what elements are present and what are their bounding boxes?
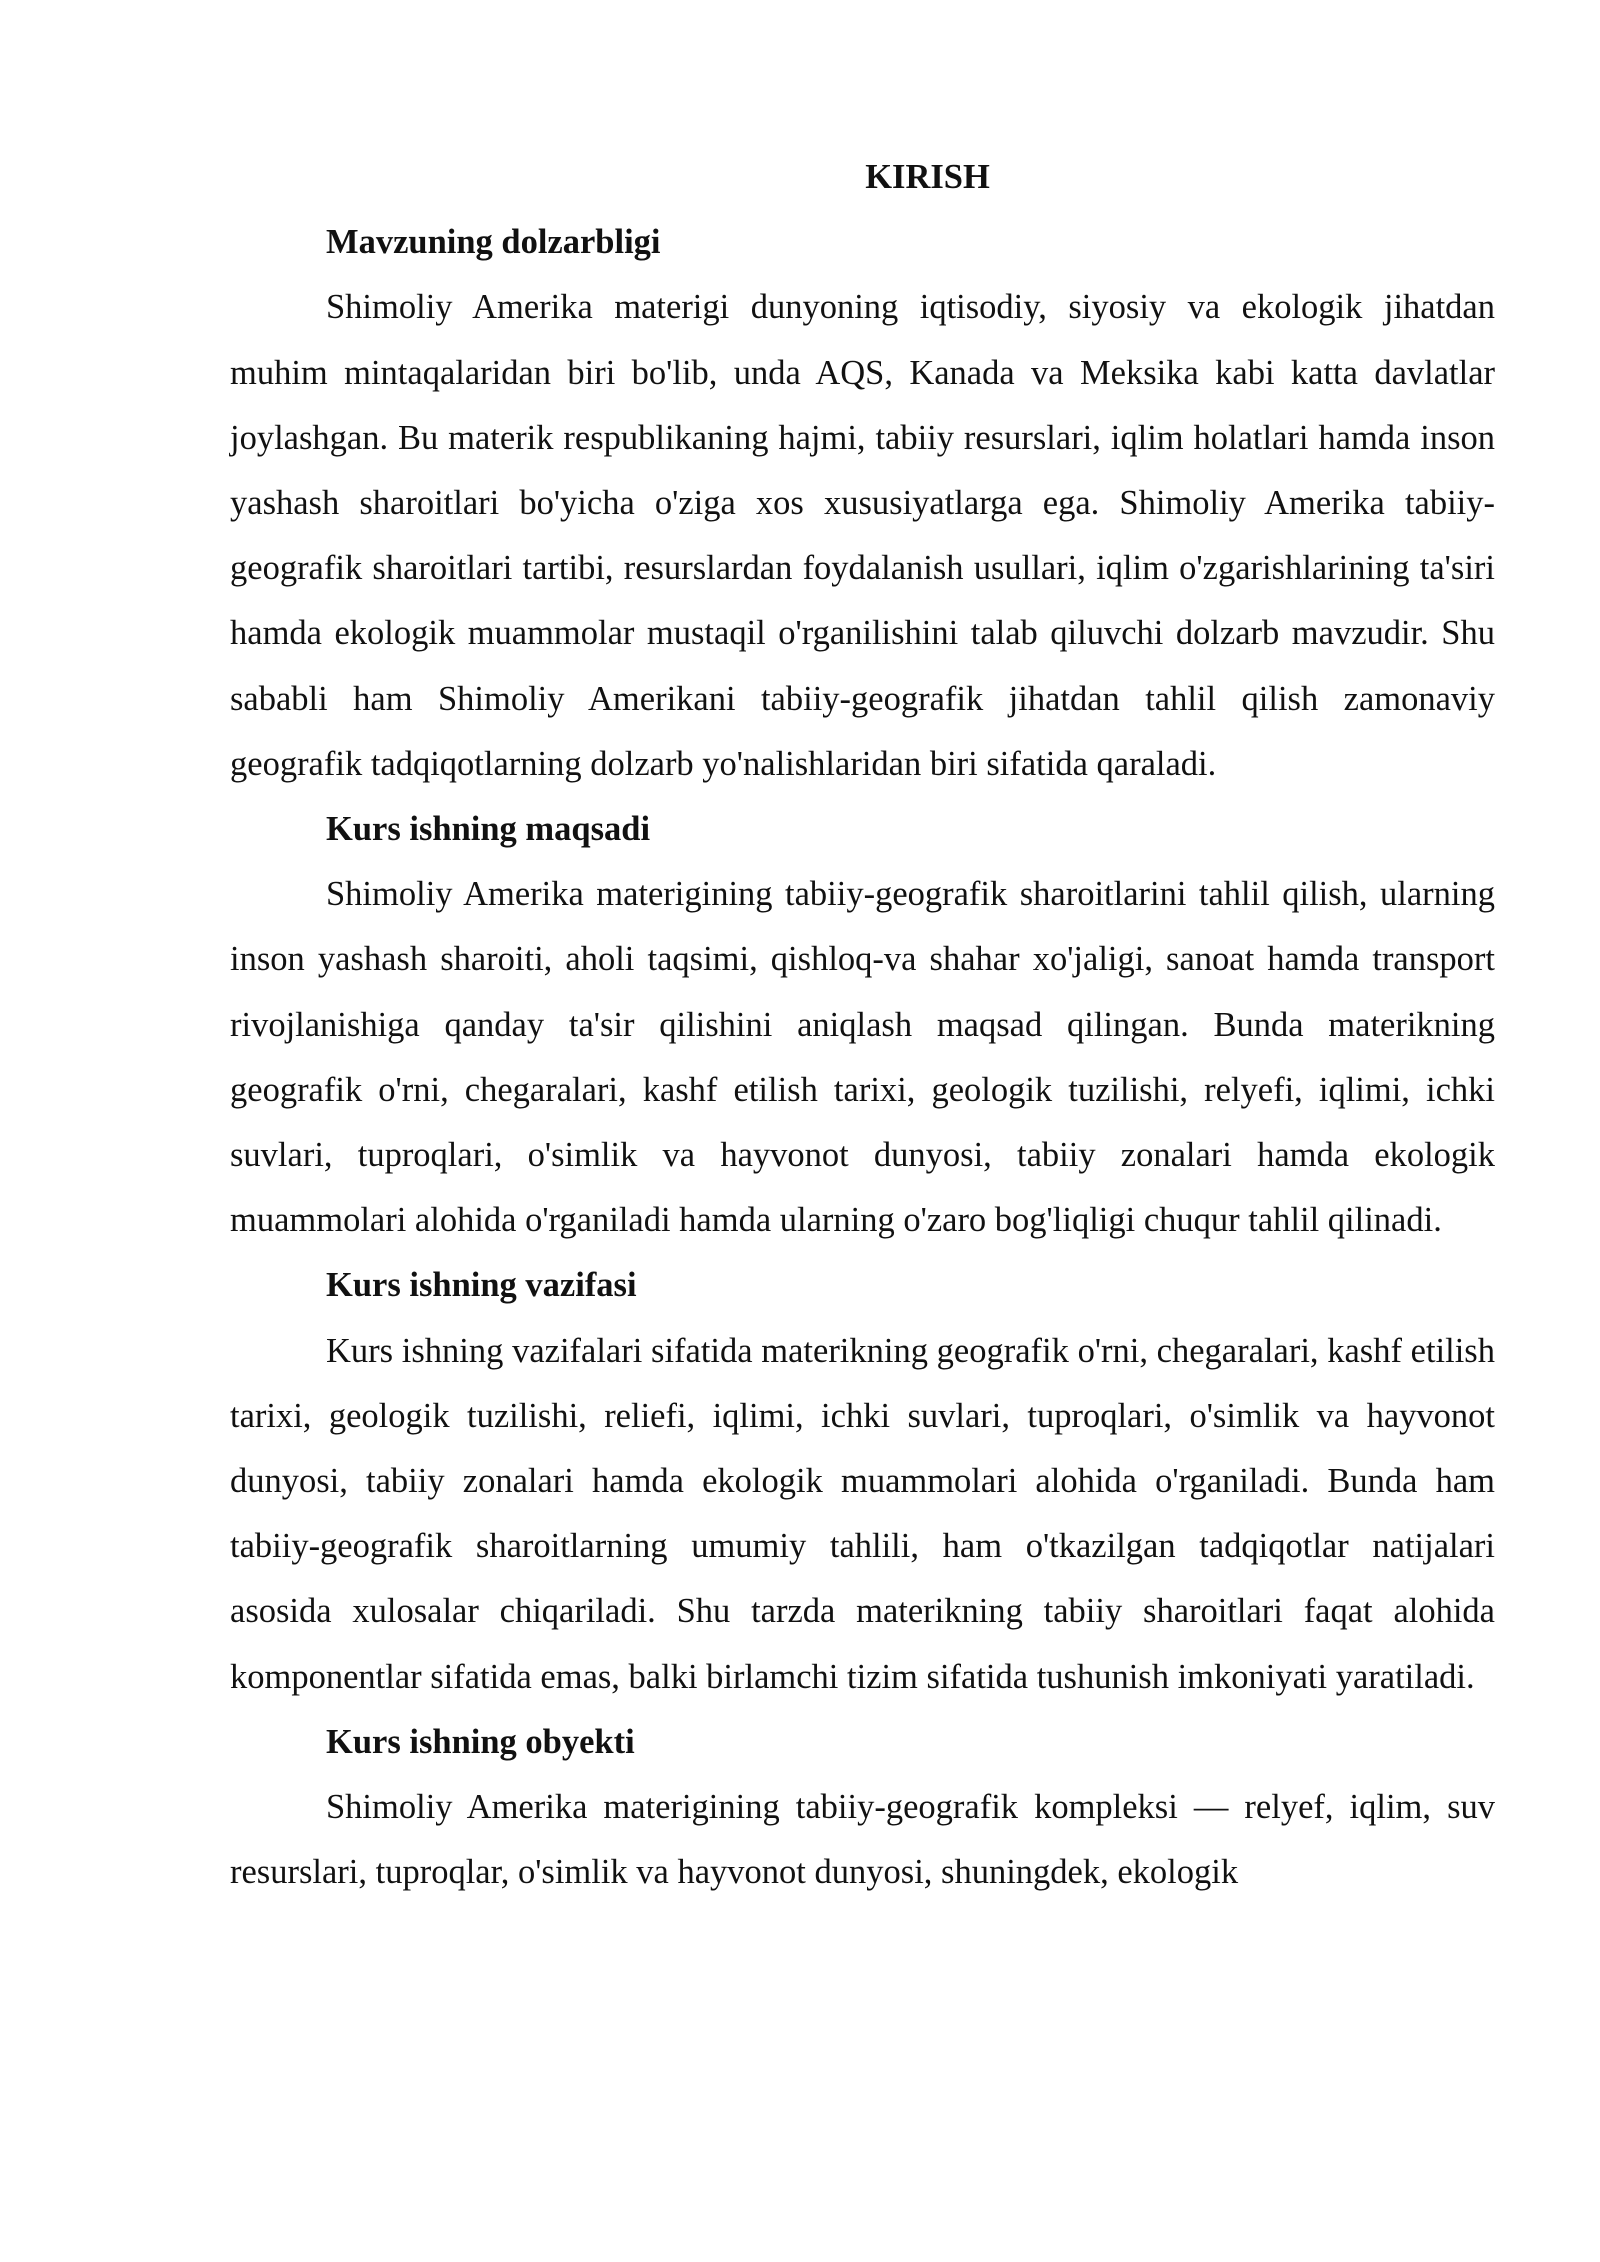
document-page xyxy=(230,145,1495,1905)
section-paragraph-maqsad: Shimoliy Amerika materigining tabiiy-geografik sharoitlarini tahlil qilish, ularning inson yashash sharoiti, aholi taqsimi, qishloq-va shahar xo'jaligi, sanoat hamda transport rivojlanishiga qanday ta'sir qilishini aniqlash maqsad qilingan. Bunda materikning geografik o'rni, chegaralari, kashf etilish tarixi, geologik tuzilishi, relyefi, iqlimi, ichki suvlari, tuproqlari, o'simlik va hayvonot dunyosi, tabiiy zonalari hamda ekologik muammolari alohida o'rganiladi hamda ularning o'zaro bog'liqligi chuqur tahlil qilinadi. xyxy=(230,875,1495,1240)
section-heading-maqsad: Kurs ishning maqsadi xyxy=(326,810,651,849)
section-paragraph-dolzarblik: Shimoliy Amerika materigi dunyoning iqtisodiy, siyosiy va ekologik jihatdan muhim mintaqalaridan biri bo'lib, unda AQS, Kanada va Meksika kabi katta davlatlar joylashgan. Bu materik respublikaning hajmi, tabiiy resurslari, iqlim holatlari hamda inson yashash sharoitlari bo'yicha o'ziga xos xususiyatlarga ega. Shimoliy Amerika tabiiy-geografik sharoitlari tartibi, resurslardan foydalanish usullari, iqlim o'zgarishlarining ta'siri hamda ekologik muammolar mustaqil o'rganilishini talab qiluvchi dolzarb mavzudir. Shu sababli ham Shimoliy Amerikani tabiiy-geografik jihatdan tahlil qilish zamonaviy geografik tadqiqotlarning dolzarb yo'nalishlaridan biri sifatida qaraladi. xyxy=(230,288,1495,783)
section-heading-dolzarblik: Mavzuning dolzarbligi xyxy=(326,223,661,262)
section-paragraph-obyekt: Shimoliy Amerika materigining tabiiy-geografik kompleksi — relyef, iqlim, suv resurslari, tuproqlar, o'simlik va hayvonot dunyosi, shuningdek, ekologik xyxy=(230,1788,1495,1892)
section-heading-obyekt: Kurs ishning obyekti xyxy=(326,1722,635,1761)
section-paragraph-vazifa: Kurs ishning vazifalari sifatida materikning geografik o'rni, chegaralari, kashf etilish tarixi, geologik tuzilishi, reliefi, iqlimi, ichki suvlari, tuproqlari, o'simlik va hayvonot dunyosi, tabiiy zonalari hamda ekologik muammolari alohida o'rganiladi. Bunda ham tabiiy-geografik sharoitlarning umumiy tahlili, ham o'tkazilgan tadqiqotlar natijalari asosida xulosalar chiqariladi. Shu tarzda materikning tabiiy sharoitlari faqat alohida komponentlar sifatida emas, balki birlamchi tizim sifatida tushunish imkoniyati yaratiladi. xyxy=(230,1331,1495,1696)
page-title: KIRISH xyxy=(865,158,990,196)
section-heading-vazifa: Kurs ishning vazifasi xyxy=(326,1266,637,1305)
